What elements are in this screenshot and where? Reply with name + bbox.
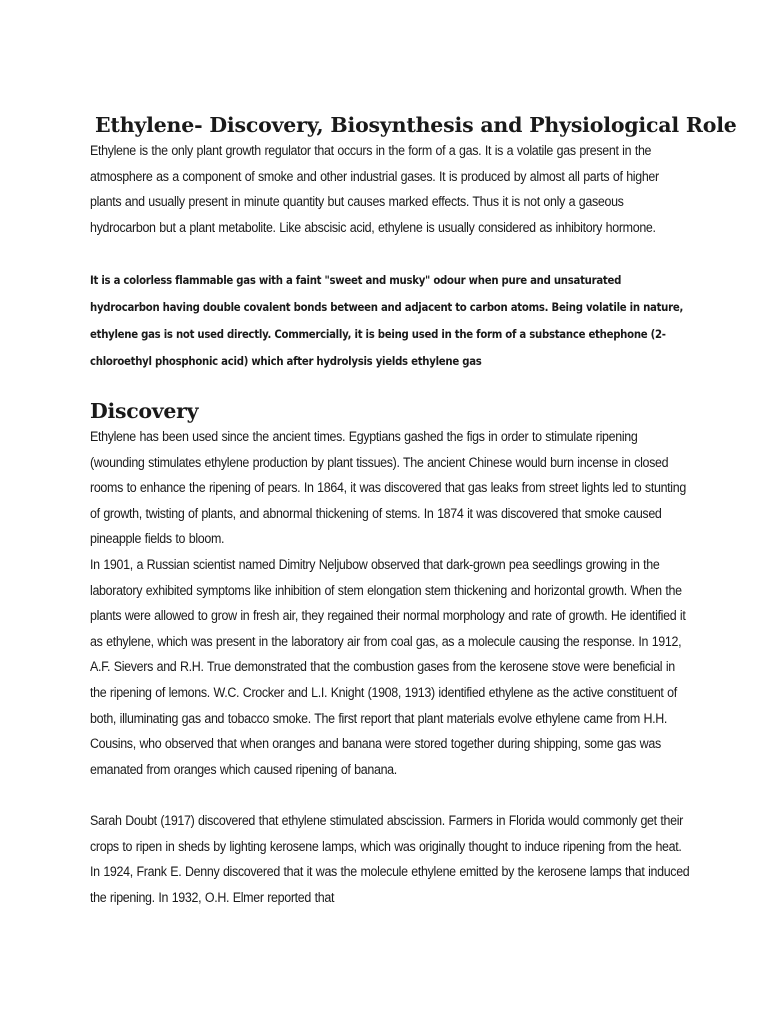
document-page [90,112,737,910]
discovery-paragraph-3: Sarah Doubt (1917) discovered that ethylene stimulated abscission. Farmers in Florida would commonly get their crops to ripen in sheds by lighting kerosene lamps, which was originally thought to induce ripening from the heat. In 1924, Frank E. Denny discovered that it was the molecule ethylene emitted by the kerosene lamps that induced the ripening. In 1932, O.H. Elmer reported that [90,813,690,905]
discovery-heading: Discovery [90,399,199,423]
discovery-paragraph-1: Ethylene has been used since the ancient times. Egyptians gashed the figs in order to stimulate ripening (wounding stimulates ethylene production by plant tissues). The ancient Chinese would burn incense in closed rooms to enhance the ripening of pears. In 1864, it was discovered that gas leaks from street lights led to stunting of growth, twisting of plants, and abnormal thickening of stems. In 1874 it was discovered that smoke caused pineapple fields to bloom. [90,429,686,547]
bold-paragraph: It is a colorless flammable gas with a faint "sweet and musky" odour when pure and unsaturated hydrocarbon having double covalent bonds between and adjacent to carbon atoms. Being volatile in nature, ethylene gas is not used directly. Commercially, it is being used in the form of a substance ethephone (2- chloroethyl phosphonic acid) which after hydrolysis yields ethylene gas [90,273,684,368]
intro-paragraph: Ethylene is the only plant growth regulator that occurs in the form of a gas. It is a volatile gas present in the atmosphere as a component of smoke and other industrial gases. It is produced by almost all parts of higher plants and usually present in minute quantity but causes marked effects. Thus it is not only a gaseous hydrocarbon but a plant metabolite. Like abscisic acid, ethylene is usually considered as inhibitory hormone. [90,143,659,235]
discovery-paragraph-2: In 1901, a Russian scientist named Dimitry Neljubow observed that dark-grown pea seedlings growing in the laboratory exhibited symptoms like inhibition of stem elongation stem thickening and horizontal growth. When the plants were allowed to grow in fresh air, they regained their normal morphology and rate of growth. He identified it as ethylene, which was present in the laboratory air from coal gas, as a molecule causing the response. In 1912, A.F. Sievers and R.H. True demonstrated that the combustion gases from the kerosene stove were beneficial in the ripening of lemons. W.C. Crocker and L.I. Knight (1908, 1913) identified ethylene as the active constituent of both, illuminating gas and tobacco smoke. The first report that plant materials evolve ethylene came from H.H. Cousins, who observed that when oranges and banana were stored together during shipping, some gas was emanated from oranges which caused ripening of banana. [90,557,686,777]
document-title: Ethylene- Discovery, Biosynthesis and Physiological Role [95,113,737,137]
